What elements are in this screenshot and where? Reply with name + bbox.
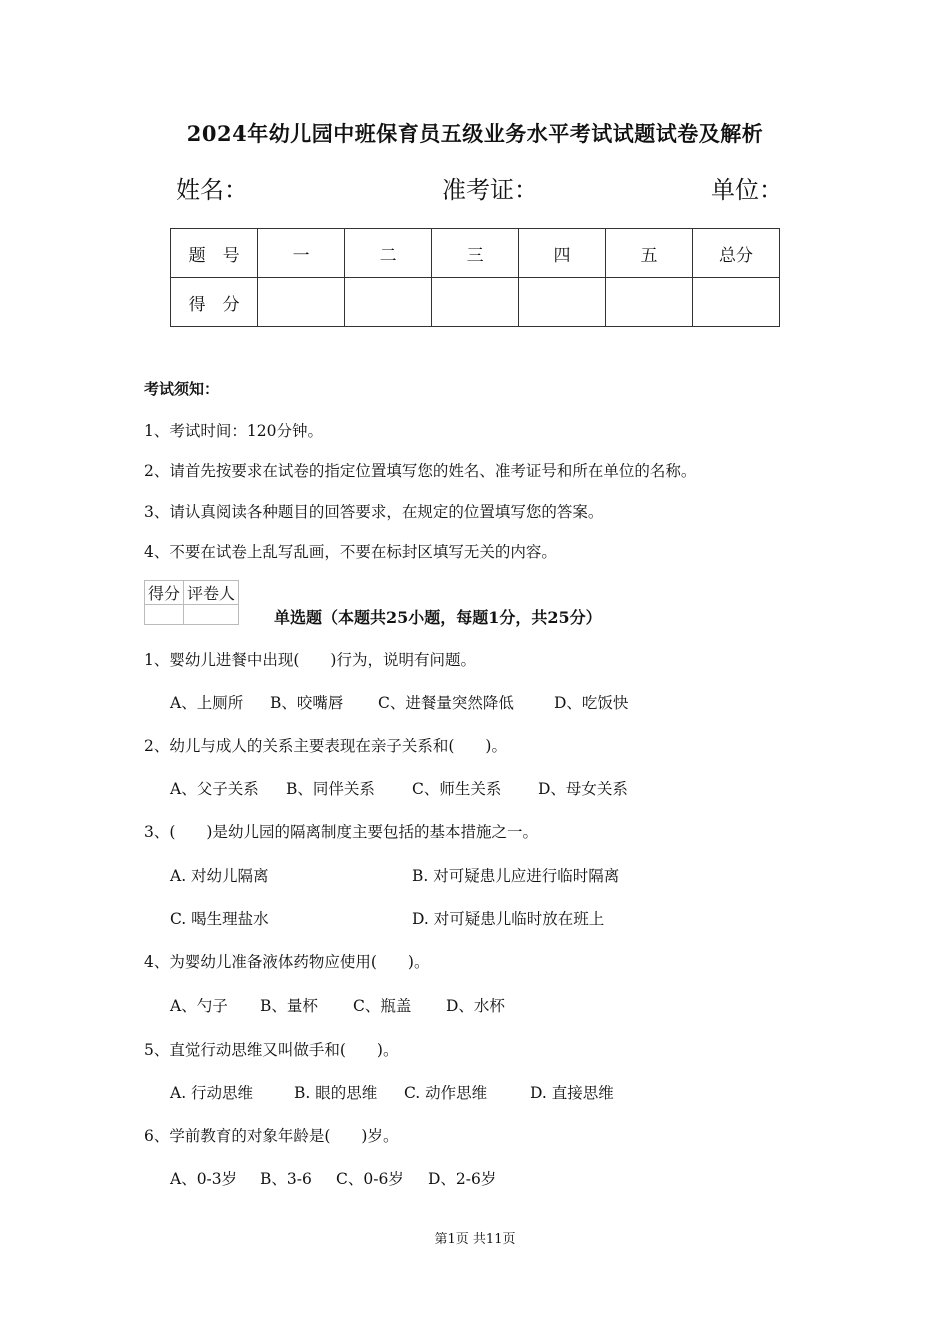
question-option[interactable]: D. 对可疑患儿临时放在班上 (412, 910, 605, 928)
notice-item: 1、考试时间：120分钟。 (144, 422, 323, 440)
score-input-cell[interactable] (606, 278, 693, 327)
page-footer: 第1页 共11页 (434, 1232, 516, 1247)
score-input-cell[interactable] (519, 278, 606, 327)
grader-name-label: 评卷人 (184, 581, 239, 605)
grader-score-cell[interactable] (145, 605, 184, 625)
question-stem: 3、( )是幼儿园的隔离制度主要包括的基本措施之一。 (144, 823, 538, 841)
grader-box (144, 580, 239, 625)
score-table-header-row (171, 229, 780, 278)
score-table-cell: 五 (606, 229, 693, 278)
notice-item: 3、请认真阅读各种题目的回答要求，在规定的位置填写您的答案。 (144, 503, 604, 521)
question-stem: 1、婴幼儿进餐中出现( )行为，说明有问题。 (144, 651, 476, 669)
grader-name-cell[interactable] (184, 605, 239, 625)
name-field-label: 姓名： (176, 176, 248, 204)
question-option[interactable]: C、师生关系 (412, 780, 502, 798)
question-option[interactable]: C、进餐量突然降低 (378, 694, 514, 712)
question-option[interactable]: D、吃饭快 (554, 694, 629, 712)
score-input-cell[interactable] (258, 278, 345, 327)
score-table (170, 228, 780, 327)
score-input-cell[interactable] (692, 278, 779, 327)
question-option[interactable]: B、量杯 (260, 997, 318, 1015)
question-option[interactable]: D、2-6岁 (428, 1170, 497, 1188)
question-option[interactable]: B、3-6 (260, 1170, 312, 1188)
exam-id-field-label: 准考证： (442, 176, 538, 204)
score-table-cell: 题 号 (171, 229, 258, 278)
grader-score-label: 得分 (145, 581, 184, 605)
question-option[interactable]: D. 直接思维 (530, 1084, 614, 1102)
score-table-cell: 四 (519, 229, 606, 278)
exam-title: 2024年幼儿园中班保育员五级业务水平考试试题试卷及解析 (186, 121, 764, 146)
notice-heading: 考试须知： (144, 380, 220, 398)
question-stem: 6、学前教育的对象年龄是( )岁。 (144, 1127, 399, 1145)
question-option[interactable]: A. 对幼儿隔离 (170, 867, 269, 885)
question-option[interactable]: B、同伴关系 (286, 780, 375, 798)
question-option[interactable]: A、父子关系 (170, 780, 259, 798)
question-option[interactable]: C. 喝生理盐水 (170, 910, 269, 928)
question-option[interactable]: B. 对可疑患儿应进行临时隔离 (412, 867, 620, 885)
notice-item: 4、不要在试卷上乱写乱画，不要在标封区填写无关的内容。 (144, 543, 557, 561)
score-input-cell[interactable] (345, 278, 432, 327)
score-table-cell: 二 (345, 229, 432, 278)
question-option[interactable]: C、0-6岁 (336, 1170, 404, 1188)
question-option[interactable]: B. 眼的思维 (294, 1084, 378, 1102)
question-option[interactable]: D、水杯 (446, 997, 505, 1015)
question-option[interactable]: D、母女关系 (538, 780, 628, 798)
question-option[interactable]: C. 动作思维 (404, 1084, 488, 1102)
question-option[interactable]: A、上厕所 (170, 694, 244, 712)
score-table-cell: 三 (432, 229, 519, 278)
score-table-cell: 总分 (692, 229, 779, 278)
unit-field-label: 单位： (711, 176, 783, 204)
score-table-cell: 一 (258, 229, 345, 278)
score-table-score-row (171, 278, 780, 327)
question-option[interactable]: A、勺子 (170, 997, 228, 1015)
question-option[interactable]: C、瓶盖 (353, 997, 412, 1015)
question-stem: 5、直觉行动思维又叫做手和( )。 (144, 1041, 399, 1059)
score-input-cell[interactable] (432, 278, 519, 327)
question-stem: 4、为婴幼儿准备液体药物应使用( )。 (144, 953, 430, 971)
question-stem: 2、幼儿与成人的关系主要表现在亲子关系和( )。 (144, 737, 507, 755)
notice-item: 2、请首先按要求在试卷的指定位置填写您的姓名、准考证号和所在单位的名称。 (144, 462, 697, 480)
question-option[interactable]: B、咬嘴唇 (270, 694, 344, 712)
score-table-cell: 得 分 (171, 278, 258, 327)
section-heading: 单选题（本题共25小题，每题1分，共25分） (274, 608, 602, 627)
question-option[interactable]: A. 行动思维 (170, 1084, 254, 1102)
question-option[interactable]: A、0-3岁 (170, 1170, 238, 1188)
